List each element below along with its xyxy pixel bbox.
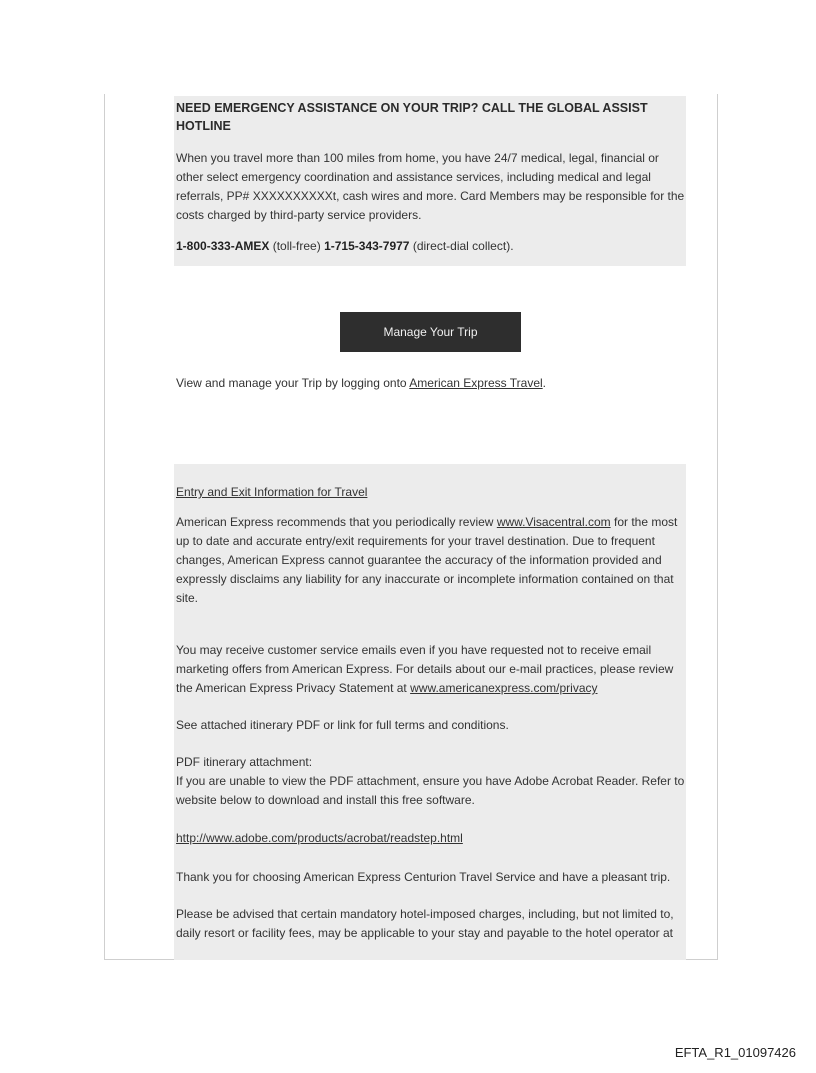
emergency-phones [176, 237, 688, 256]
manage-text-suffix: . [542, 376, 547, 390]
document-id: EFTA_R1_01097426 [674, 1045, 796, 1060]
pdf-link-row [176, 829, 688, 848]
amex-travel-link[interactable]: American Express Travel [409, 376, 543, 390]
visacentral-link[interactable]: www.Visacentral.com [496, 515, 611, 529]
adobe-link[interactable]: http://www.adobe.com/products/acrobat/readstep.html [176, 831, 463, 845]
collect-label: (direct-dial collect). [412, 239, 514, 253]
entry-section [176, 483, 688, 502]
tollfree-label: (toll-free) [272, 239, 321, 253]
emergency-body: When you travel more than 100 miles from home, you have 24/7 medical, legal, financial or other select emergency coordination and assistance services, including medical and legal referrals, PP# XXXXXXXXXXt, cash wires and more. Card Members may be responsible for the costs charged by third-party service providers. [176, 151, 685, 222]
phone-tollfree[interactable]: 1-800-333-AMEX [176, 239, 270, 253]
privacy-link[interactable]: www.americanexpress.com/privacy [410, 681, 598, 695]
terms-text: See attached itinerary PDF or link for full terms and conditions. [176, 718, 509, 732]
entry-body-suffix: for the most up to date and accurate entry/exit requirements for your travel destination. Due to frequent changes, American Express cannot guarantee the accuracy of the information provided and expressly disclaims any liability for any inaccurate or incomplete information contained on that site. [176, 515, 678, 605]
emails-body [176, 641, 688, 698]
thanks-text: Thank you for choosing American Express Centurion Travel Service and have a pleasant trip. [176, 870, 671, 884]
phone-collect[interactable]: 1-715-343-7977 [324, 239, 410, 253]
hotel-notice: Please be advised that certain mandatory hotel-imposed charges, including, but not limited to, daily resort or facility fees, may be applicable to your stay and payable to the hotel operator at [176, 907, 674, 940]
emergency-heading: NEED EMERGENCY ASSISTANCE ON YOUR TRIP? CALL THE GLOBAL ASSIST HOTLINE [176, 101, 648, 133]
entry-exit-link[interactable]: Entry and Exit Information for Travel [176, 485, 368, 499]
emails-text: You may receive customer service emails even if you have requested not to receive email marketing offers from American Express. For details about our e-mail practices, please review the American Express Privacy Statement at [176, 643, 674, 695]
pdf-label: PDF itinerary attachment: [176, 755, 313, 769]
manage-text [176, 374, 688, 393]
entry-body-prefix: American Express recommends that you periodically review [176, 515, 494, 529]
manage-trip-button[interactable]: Manage Your Trip [340, 312, 521, 352]
manage-text-prefix: View and manage your Trip by logging onto [176, 376, 407, 390]
pdf-body: If you are unable to view the PDF attachment, ensure you have Adobe Acrobat Reader. Refer to website below to download and install this free software. [176, 774, 685, 807]
entry-body [176, 513, 688, 608]
